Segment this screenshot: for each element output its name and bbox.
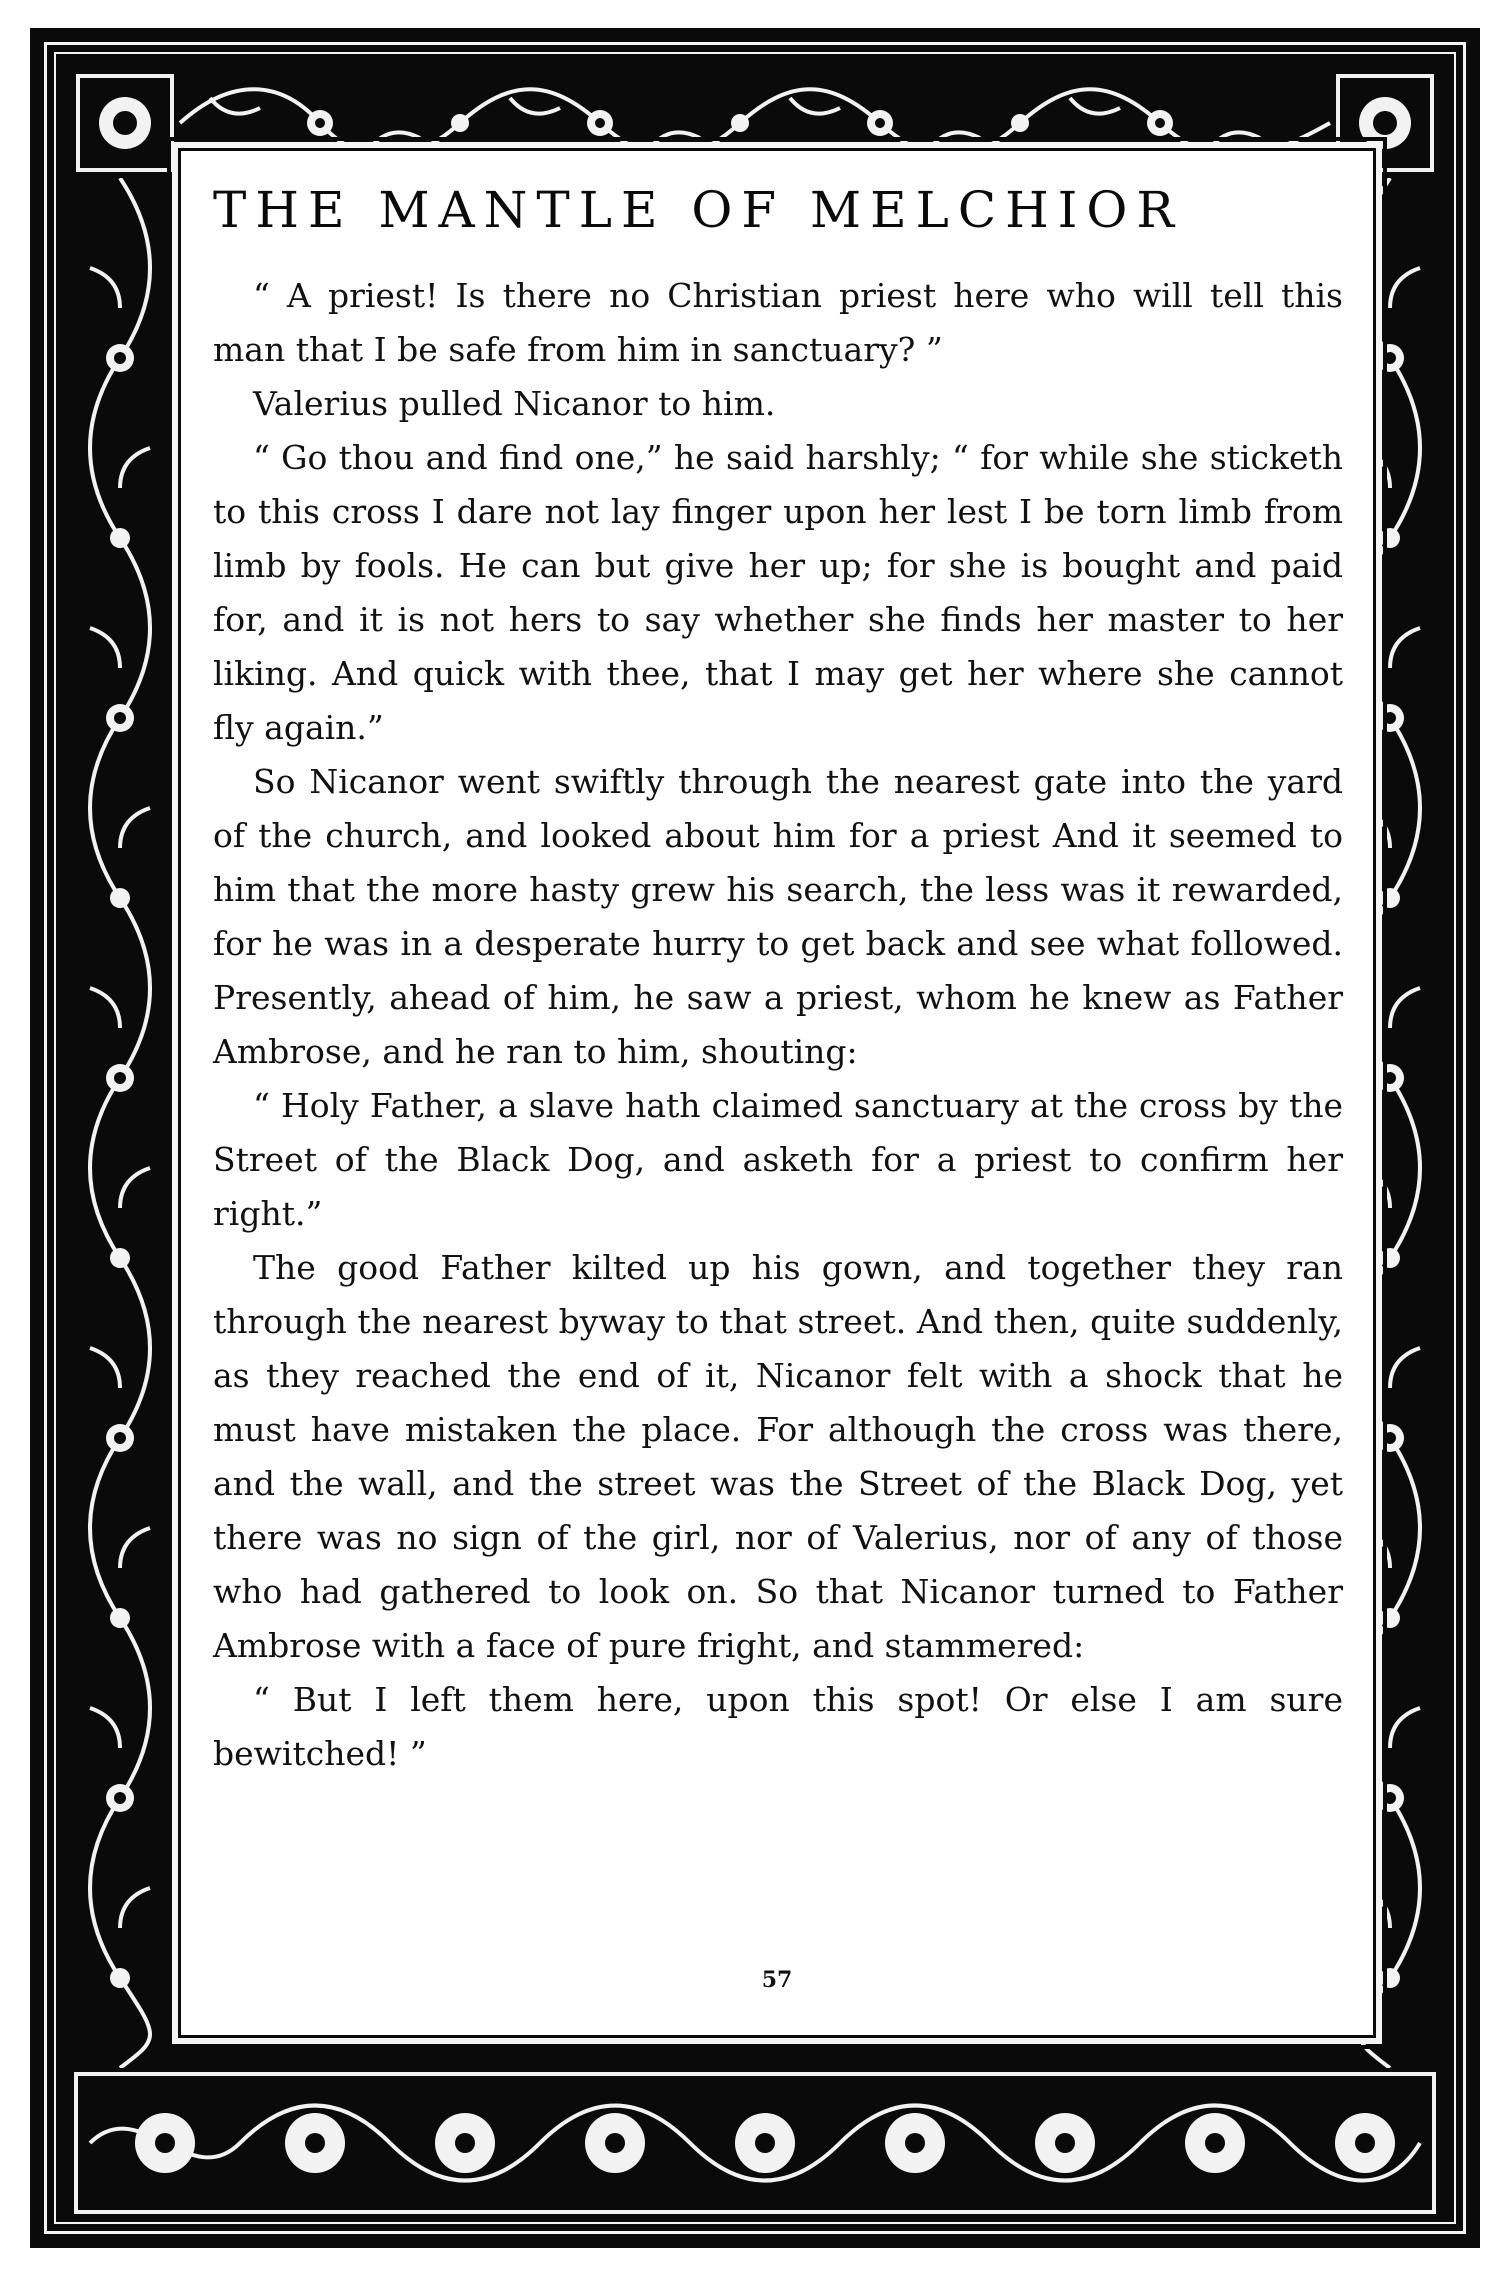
text-panel — [178, 148, 1376, 2038]
running-head: THE MANTLE OF MELCHIOR — [213, 181, 1184, 239]
paragraph: “ Holy Father, a slave hath claimed sanctuary at the cross by the Street of the Black Dog, and asketh for a priest to confirm her right.” — [213, 1086, 1343, 1233]
paragraph: “ A priest! Is there no Christian priest here who will tell this man that I be safe from him in sanctuary? ” — [213, 276, 1343, 369]
paragraph: The good Father kilted up his gown, and together they ran through the nearest byway to that street. And then, quite suddenly, as they reached the end of it, Nicanor felt with a shock that he must have mistaken the place. For although the cross was there, and the wall, and the street was the Street of the Black Dog, yet there was no sign of the girl, nor of Valerius, nor of any of those who had gathered to look on. So that Nicanor turned to Father Ambrose with a face of pure fright, and stammered: — [213, 1248, 1343, 1665]
rose-border-icon — [70, 2068, 1440, 2218]
paragraph: “ But I left them here, upon this spot! Or else I am sure bewitched! ” — [213, 1680, 1343, 1773]
paragraph: Valerius pulled Nicanor to him. — [253, 384, 776, 423]
bottom-ornament-band — [70, 2068, 1440, 2218]
page-number: 57 — [761, 1967, 793, 1993]
paragraph: So Nicanor went swiftly through the nearest gate into the yard of the church, and looked about him for a priest And it seemed to him that the more hasty grew his search, the less was it rewarded, for he was in a desperate hurry to get back and see what followed. Presently, ahead of him, he saw a priest, whom he knew as Father Ambrose, and he ran to him, shouting: — [213, 762, 1343, 1071]
page-text — [213, 181, 1343, 1781]
vine-scroll-border-icon — [70, 178, 170, 2068]
paragraph: “ Go thou and find one,” he said harshly; “ for while she sticketh to this cross I dare not lay finger upon her lest I be torn limb from limb by fools. He can but give her up; for she is bought and paid for, and it is not hers to say whether she finds her master to her liking. And quick with thee, that I may get her where she cannot fly again.” — [213, 438, 1343, 747]
left-ornament-band — [70, 178, 170, 2068]
